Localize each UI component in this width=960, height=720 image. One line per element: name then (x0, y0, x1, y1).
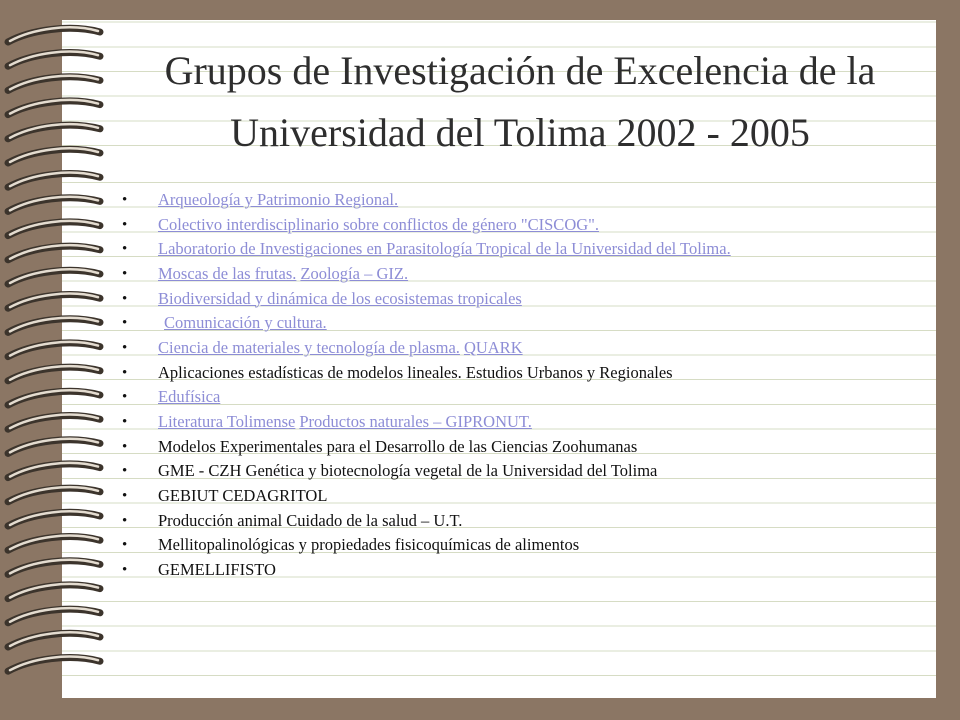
list-item (120, 336, 920, 361)
title-line-2: Universidad del Tolima 2002 - 2005 (230, 110, 810, 155)
list-item (120, 484, 920, 509)
link-ciscog[interactable]: Colectivo interdisciplinario sobre conflictos de género "CISCOG". (158, 214, 600, 234)
item-text: GEMELLIFISTO (158, 559, 276, 579)
list-item (120, 410, 920, 435)
link-literatura-tolimense[interactable]: Literatura Tolimense (158, 411, 296, 431)
list-item (120, 213, 920, 238)
link-arqueologia[interactable]: Arqueología y Patrimonio Regional. (158, 190, 399, 209)
link-parasitologia[interactable]: Laboratorio de Investigaciones en Parasitología Tropical de la Universidad del Tolima. (158, 239, 731, 259)
list-item (120, 533, 920, 558)
list-item (120, 311, 920, 336)
list-item (120, 237, 920, 262)
list-item (120, 558, 920, 583)
title-line-1: Grupos de Investigación de Excelencia de la (164, 48, 876, 93)
page-title (120, 40, 920, 164)
link-comunicacion[interactable]: Comunicación y cultura. (164, 313, 327, 333)
research-groups-list (120, 188, 920, 583)
list-item (120, 188, 920, 213)
link-edufisica[interactable]: Edufísica (158, 387, 221, 407)
link-quark[interactable]: QUARK (463, 337, 523, 357)
item-text: Modelos Experimentales para el Desarrollo de las Ciencias Zoohumanas (158, 436, 638, 456)
list-item (120, 287, 920, 312)
link-moscas-frutas[interactable]: Moscas de las frutas. (158, 263, 297, 283)
list-item (120, 509, 920, 534)
list-item (120, 459, 920, 484)
list-item (120, 262, 920, 287)
spiral-binding-icon (0, 20, 120, 700)
list-item (120, 385, 920, 410)
link-zoologia-giz[interactable]: Zoología – GIZ. (300, 263, 409, 283)
item-text: Mellitopalinológicas y propiedades fisicoquímicas de alimentos (158, 535, 580, 555)
item-text: Aplicaciones estadísticas de modelos lineales. Estudios Urbanos y Regionales (158, 362, 673, 382)
item-text: GME - CZH Genética y biotecnología vegetal de la Universidad del Tolima (158, 461, 658, 481)
link-ciencia-materiales[interactable]: Ciencia de materiales y tecnología de plasma. (158, 337, 460, 357)
link-gipronut[interactable]: Productos naturales – GIPRONUT. (299, 411, 532, 431)
list-item (120, 435, 920, 460)
list-item (120, 361, 920, 386)
item-text: GEBIUT CEDAGRITOL (158, 485, 328, 505)
link-biodiversidad[interactable]: Biodiversidad y dinámica de los ecosistemas tropicales (158, 288, 522, 308)
item-text: Producción animal Cuidado de la salud – U.T. (158, 510, 463, 530)
